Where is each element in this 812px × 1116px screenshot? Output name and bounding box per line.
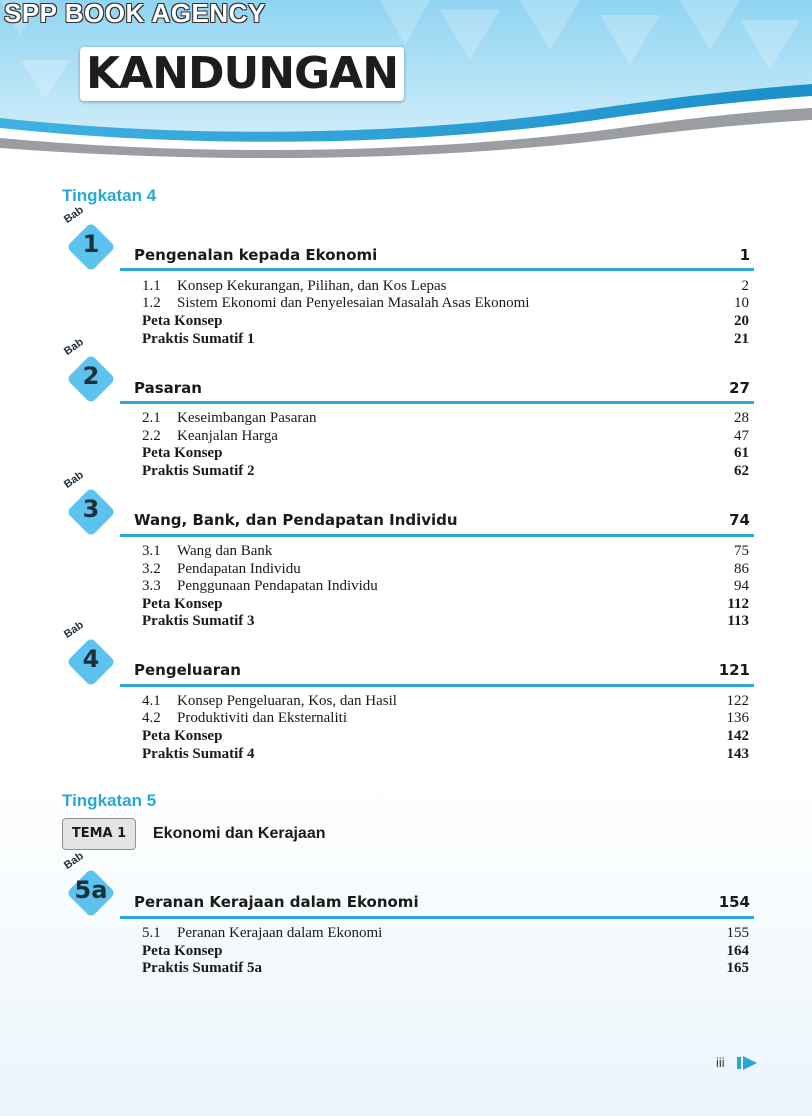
chapter-page: 74: [729, 511, 750, 529]
watermark-text: SPP BOOK AGENCY: [4, 0, 266, 28]
chapter-divider: [120, 401, 754, 404]
entry-number: 2.2: [142, 428, 161, 444]
toc-entry[interactable]: [142, 745, 749, 763]
toc-entry[interactable]: [142, 692, 749, 710]
entry-page: 122: [726, 693, 749, 709]
entry-text: Praktis Sumatif 3: [142, 613, 255, 629]
chapter-badge: [60, 336, 122, 410]
badge-number: 4: [82, 645, 100, 673]
toc-entry[interactable]: [142, 727, 749, 745]
toc-entry[interactable]: [142, 330, 749, 348]
theme-title: Ekonomi dan Kerajaan: [153, 825, 326, 842]
entry-text: Sistem Ekonomi dan Penyelesaian Masalah Asas Ekonomi: [177, 295, 530, 311]
page-title: KANDUNGAN: [80, 47, 404, 101]
entry-page: 142: [726, 728, 749, 744]
toc-entry[interactable]: [142, 294, 749, 312]
badge-number: 5a: [74, 876, 108, 904]
entry-page: 28: [734, 410, 749, 426]
entry-page: 112: [727, 596, 749, 612]
badge-number: 2: [82, 362, 100, 390]
entry-page: 143: [726, 746, 749, 762]
entry-text: Peta Konsep: [142, 313, 223, 329]
entry-text: Peta Konsep: [142, 596, 223, 612]
entry-page: 21: [734, 331, 749, 347]
chapter-badge: [60, 469, 122, 543]
toc-entry[interactable]: [142, 560, 749, 578]
entry-page: 75: [734, 543, 749, 559]
toc-entry[interactable]: [142, 277, 749, 295]
entry-text: Praktis Sumatif 4: [142, 746, 255, 762]
chapter-title: Wang, Bank, dan Pendapatan Individu: [134, 511, 458, 529]
entry-number: 5.1: [142, 925, 161, 941]
toc-entry[interactable]: [142, 312, 749, 330]
toc-entry[interactable]: [142, 924, 749, 942]
entry-text: Produktiviti dan Eksternaliti: [177, 710, 347, 726]
chapter-badge: [60, 204, 122, 278]
entry-number: 1.2: [142, 295, 161, 311]
entry-page: 61: [734, 445, 749, 461]
toc-entry[interactable]: [142, 595, 749, 613]
entry-number: 2.1: [142, 410, 161, 426]
entry-text: Pendapatan Individu: [177, 561, 301, 577]
level-heading-tingkatan-5: Tingkatan 5: [62, 791, 157, 810]
entry-page: 62: [734, 463, 749, 479]
page-number: iii: [716, 1055, 725, 1070]
chapter-divider: [120, 534, 754, 537]
badge-bab-label: Bab: [62, 204, 86, 226]
entry-page: 2: [741, 278, 749, 294]
toc-entry[interactable]: [142, 409, 749, 427]
chapter-title: Peranan Kerajaan dalam Ekonomi: [134, 893, 419, 911]
entry-text: Praktis Sumatif 1: [142, 331, 255, 347]
entry-text: Praktis Sumatif 5a: [142, 960, 262, 976]
badge-bab-label: Bab: [62, 619, 86, 641]
badge-bab-label: Bab: [62, 469, 86, 491]
entry-page: 94: [734, 578, 749, 594]
toc-entry[interactable]: [142, 462, 749, 480]
header-banner: [0, 0, 812, 170]
entry-page: 113: [727, 613, 749, 629]
toc-entry[interactable]: [142, 542, 749, 560]
entry-text: Praktis Sumatif 2: [142, 463, 255, 479]
chapter-title-row[interactable]: [134, 379, 750, 397]
entry-number: 4.1: [142, 693, 161, 709]
chapter-page: 27: [729, 379, 750, 397]
chapter-title: Pasaran: [134, 379, 202, 397]
entry-text: Konsep Kekurangan, Pilihan, dan Kos Lepas: [177, 278, 447, 294]
entry-number: 1.1: [142, 278, 161, 294]
badge-number: 3: [82, 495, 100, 523]
chapter-title-row[interactable]: [134, 893, 750, 911]
entry-page: 155: [726, 925, 749, 941]
level-heading-tingkatan-4: Tingkatan 4: [62, 186, 157, 205]
entry-page: 165: [726, 960, 749, 976]
badge-bab-label: Bab: [62, 336, 86, 358]
chapter-title-row[interactable]: [134, 661, 750, 679]
chapter-title: Pengeluaran: [134, 661, 241, 679]
entry-number: 3.2: [142, 561, 161, 577]
chapter-page: 154: [718, 893, 750, 911]
entry-text: Keseimbangan Pasaran: [177, 410, 317, 426]
entry-number: 3.1: [142, 543, 161, 559]
chapter-badge: [60, 850, 122, 924]
theme-badge: TEMA 1: [62, 818, 136, 850]
entry-page: 164: [726, 943, 749, 959]
chapter-divider: [120, 684, 754, 687]
entry-page: 136: [726, 710, 749, 726]
toc-entry[interactable]: [142, 444, 749, 462]
entry-page: 10: [734, 295, 749, 311]
chapter-page: 121: [718, 661, 750, 679]
badge-bab-label: Bab: [62, 850, 86, 872]
entry-number: 3.3: [142, 578, 161, 594]
toc-entry[interactable]: [142, 577, 749, 595]
chapter-title-row[interactable]: [134, 246, 750, 264]
toc-entry[interactable]: [142, 427, 749, 445]
chapter-title-row[interactable]: [134, 511, 750, 529]
badge-number: 1: [82, 230, 100, 258]
entry-text: Peta Konsep: [142, 728, 223, 744]
chapter-badge: [60, 619, 122, 693]
next-page-icon[interactable]: [736, 1055, 758, 1071]
entry-number: 4.2: [142, 710, 161, 726]
toc-entry[interactable]: [142, 612, 749, 630]
entry-text: Peranan Kerajaan dalam Ekonomi: [177, 925, 383, 941]
entry-text: Wang dan Bank: [177, 543, 273, 559]
entry-page: 20: [734, 313, 749, 329]
chapter-divider: [120, 916, 754, 919]
chapter-page: 1: [739, 246, 750, 264]
toc-entry[interactable]: [142, 942, 749, 960]
chapter-title: Pengenalan kepada Ekonomi: [134, 246, 378, 264]
entry-page: 86: [734, 561, 749, 577]
entry-text: Peta Konsep: [142, 445, 223, 461]
entry-text: Konsep Pengeluaran, Kos, dan Hasil: [177, 693, 397, 709]
chapter-divider: [120, 268, 754, 271]
entry-text: Penggunaan Pendapatan Individu: [177, 578, 378, 594]
entry-text: Peta Konsep: [142, 943, 223, 959]
toc-entry[interactable]: [142, 709, 749, 727]
entry-page: 47: [734, 428, 749, 444]
toc-entry[interactable]: [142, 959, 749, 977]
entry-text: Keanjalan Harga: [177, 428, 278, 444]
